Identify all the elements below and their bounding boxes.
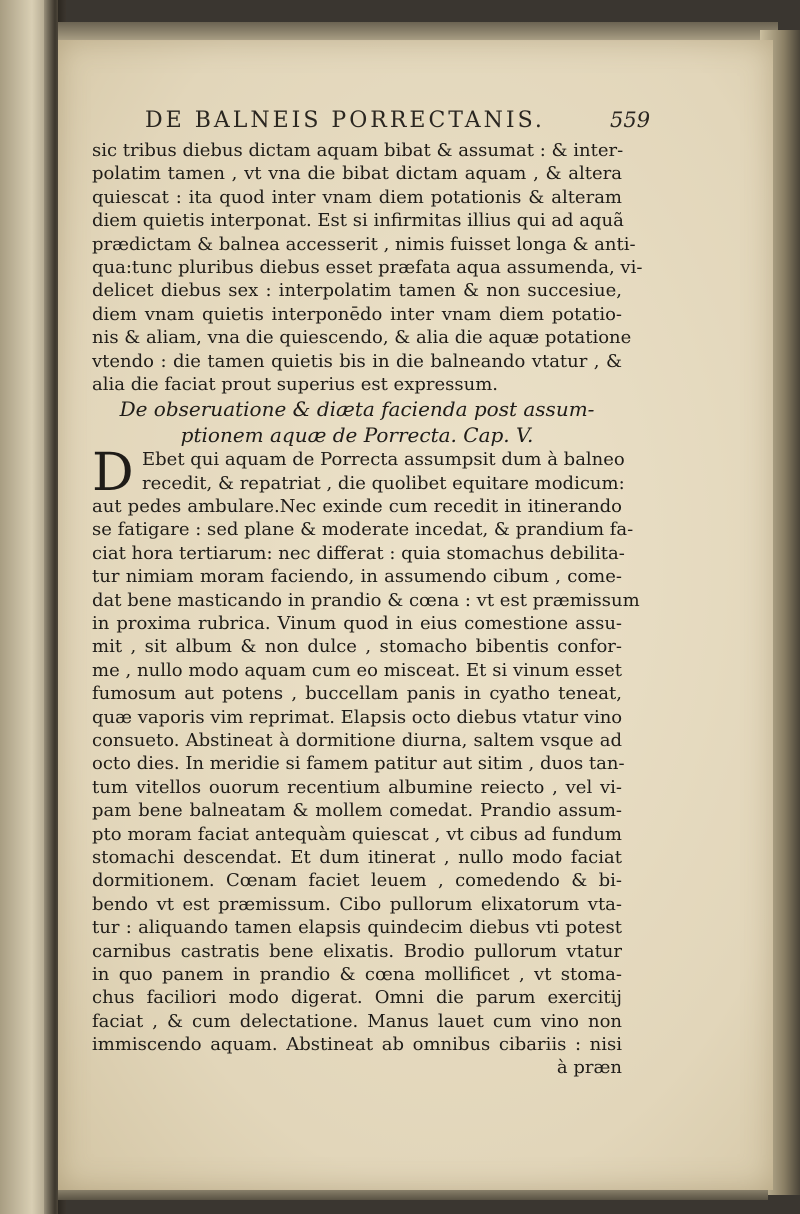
chapter-title: ptionem aquæ de Porrecta. Cap. V.: [180, 423, 534, 448]
text-line: dormitionem. Cœnam faciet leuem , comedendo & bi-: [92, 870, 622, 892]
text-line: vtendo : die tamen quietis bis in die balneando vtatur , &: [92, 350, 622, 372]
text-line: tur : aliquando tamen elapsis quindecim diebus vti potest: [92, 917, 622, 939]
text-line: dat bene masticando in prandio & cœna : vt est præmissum: [92, 589, 640, 611]
text-line: pam bene balneatam & mollem comedat. Prandio assum-: [92, 800, 622, 822]
text-line: consueto. Abstineat à dormitione diurna, saltem vsque ad: [92, 729, 622, 751]
catchword: à præn: [556, 1057, 622, 1079]
text-line: Ebet qui aquam de Porrecta assumpsit dum à balneo: [142, 449, 625, 471]
text-line: se fatigare : sed plane & moderate incedat, & prandium fa-: [92, 519, 634, 541]
text-line: polatim tamen , vt vna die bibat dictam aquam , & altera: [92, 163, 622, 185]
running-title: DE BALNEIS PORRECTANIS.: [145, 108, 545, 133]
text-line: recedit, & repatriat , die quolibet equitare modicum:: [142, 472, 625, 494]
text-line: carnibus castratis bene elixatis. Brodio pullorum vtatur: [92, 940, 622, 962]
text-line: delicet diebus sex : interpolatim tamen & non succesiue,: [92, 280, 622, 302]
text-line: fumosum aut potens , buccellam panis in cyatho teneat,: [92, 683, 622, 705]
text-line: tum vitellos ouorum recentium albumine reiecto , vel vi-: [92, 776, 622, 798]
text-line: immiscendo aquam. Abstineat ab omnibus cibariis : nisi: [92, 1034, 622, 1056]
text-line: quiescat : ita quod inter vnam diem potationis & alteram: [92, 186, 622, 208]
text-line: pto moram faciat antequàm quiescat , vt cibus ad fundum: [92, 823, 622, 845]
text-line: sic tribus diebus dictam aquam bibat & assumat : & inter-: [92, 140, 624, 161]
text-line: aut pedes ambulare.Nec exinde cum recedit in itinerando: [92, 496, 622, 518]
text-line: octo dies. In meridie si famem patitur aut sitim , duos tan-: [92, 753, 625, 775]
text-line: stomachi descendat. Et dum itinerat , nullo modo faciat: [92, 846, 622, 868]
text-line: faciat , & cum delectatione. Manus lauet cum vino non: [92, 1010, 622, 1032]
text-line: chus faciliori modo digerat. Omni die parum exercitij: [92, 987, 622, 1009]
text-line: bendo vt est præmissum. Cibo pullorum elixatorum vta-: [92, 893, 622, 915]
text-line: diem quietis interponat. Est si infirmitas illius qui ad aquã: [92, 210, 624, 232]
text-line: nis & aliam, vna die quiescendo, & alia die aquæ potatione: [92, 327, 632, 349]
text-line: diem vnam quietis interponēdo inter vnam diem potatio-: [92, 303, 622, 325]
text-line: in quo panem in prandio & cœna mollificet , vt stoma-: [92, 963, 622, 985]
page-number: 559: [610, 108, 651, 132]
text-line: quæ vaporis vim reprimat. Elapsis octo diebus vtatur vino: [92, 706, 623, 728]
text-line: tur nimiam moram faciendo, in assumendo cibum , come-: [92, 566, 622, 588]
chapter-opening: [92, 443, 625, 504]
drop-capital: D: [92, 443, 134, 504]
text-line: alia die faciat prout superius est expressum.: [92, 373, 498, 395]
body-text: [92, 139, 643, 1080]
text-line: mit , sit album & non dulce , stomacho bibentis confor-: [92, 636, 622, 658]
text-line: qua:tunc pluribus diebus esset præfata aqua assumenda, vi-: [92, 256, 643, 278]
chapter-title: De obseruatione & diæta facienda post assum-: [119, 397, 595, 422]
text-line: me , nullo modo aquam cum eo misceat. Et si vinum esset: [92, 659, 622, 681]
text-line: prædictam & balnea accesserit , nimis fuisset longa & anti-: [92, 233, 636, 255]
text-line: in proxima rubrica. Vinum quod in eius comestione assu-: [92, 613, 622, 635]
text-line: ciat hora tertiarum: nec differat : quia stomachus debilita-: [92, 542, 625, 564]
